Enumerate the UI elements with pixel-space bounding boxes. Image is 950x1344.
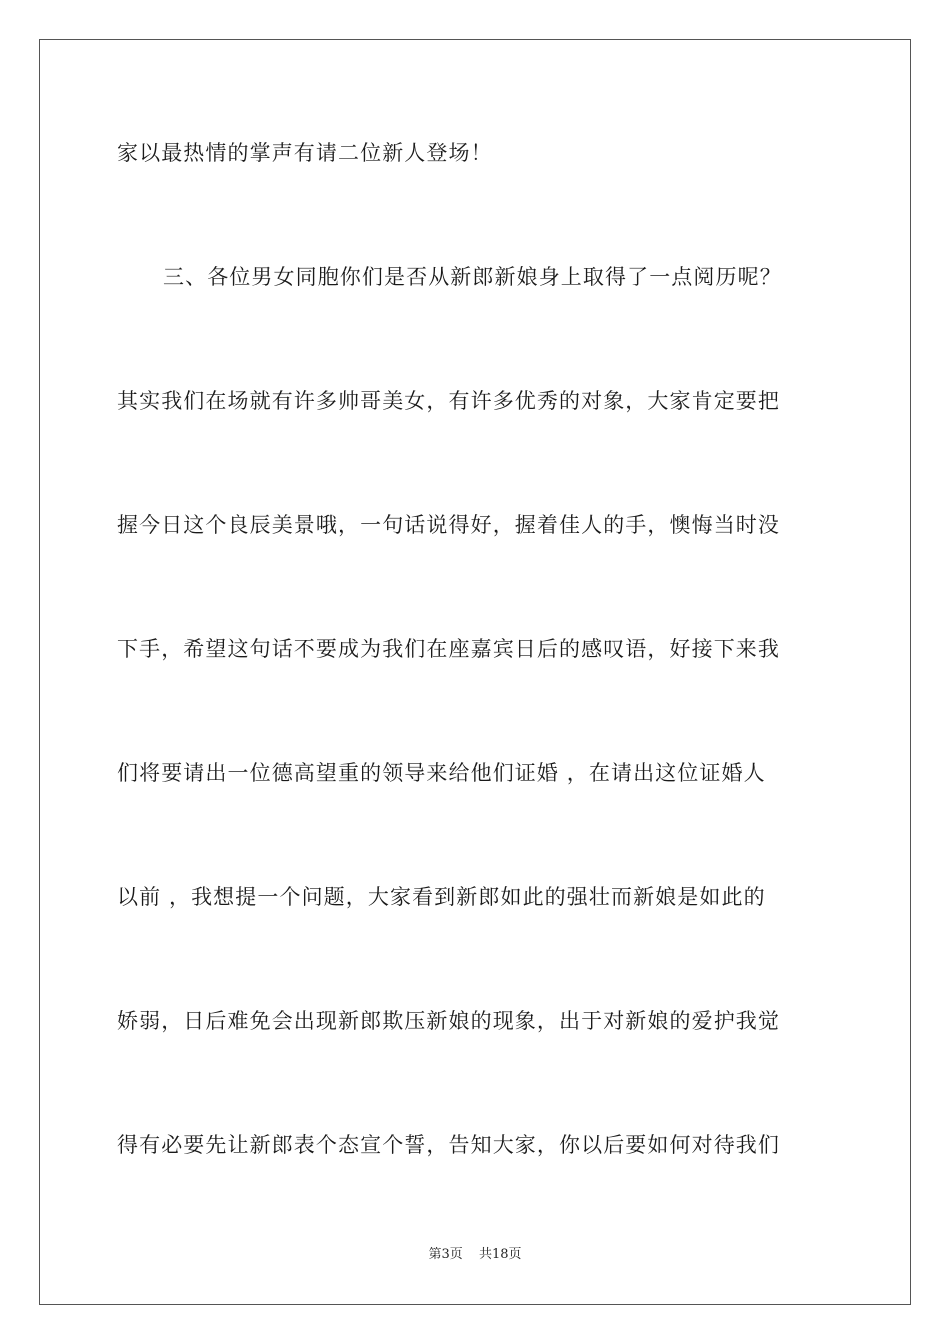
- page-number: 第3页: [428, 1247, 463, 1262]
- text-line-2-section-three: 三、各位男女同胞你们是否从新郎新娘身上取得了一点阅历呢？: [163, 265, 782, 289]
- text-line-5: 下手，希望这句话不要成为我们在座嘉宾日后的感叹语，好接下来我: [117, 637, 780, 661]
- text-line-9: 得有必要先让新郎表个态宣个誓，告知大家，你以后要如何对待我们: [117, 1133, 780, 1157]
- page-frame: [39, 39, 911, 1305]
- text-line-6: 们将要请出一位德高望重的领导来给他们证婚 ，在请出这位证婚人: [117, 761, 766, 785]
- text-line-4: 握今日这个良辰美景哦，一句话说得好，握着佳人的手，懊悔当时没: [117, 513, 780, 537]
- text-line-8: 娇弱，日后难免会出现新郎欺压新娘的现象，出于对新娘的爱护我觉: [117, 1009, 780, 1033]
- text-line-1: 家以最热情的掌声有请二位新人登场！: [117, 141, 493, 165]
- text-line-7: 以前 ，我想提一个问题，大家看到新郎如此的强壮而新娘是如此的: [117, 885, 766, 909]
- page-footer: [0, 1246, 950, 1264]
- text-line-3: 其实我们在场就有许多帅哥美女，有许多优秀的对象，大家肯定要把: [117, 389, 780, 413]
- page-total: 共18页: [478, 1247, 522, 1262]
